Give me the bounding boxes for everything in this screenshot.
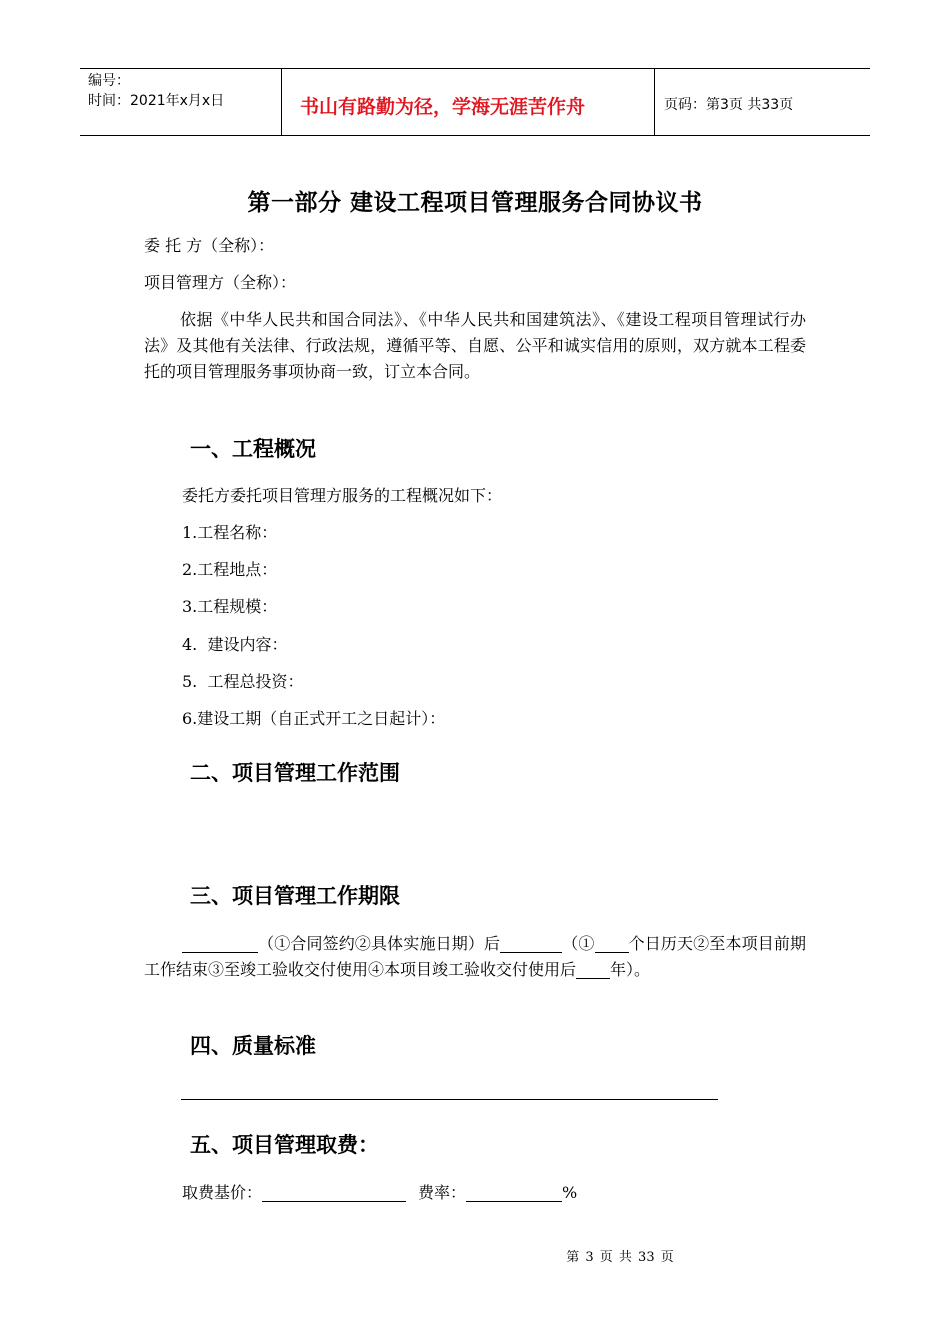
- fee-base-blank[interactable]: [262, 1183, 406, 1202]
- intro-paragraph-text: 依据《中华人民共和国合同法》、《中华人民共和国建筑法》、《建设工程项目管理试行办法》及其他有关法律、行政法规，遵循平等、自愿、公平和诚实信用的原则，双方就本工程委托的项目管理服务事项协商一致，订立本合同。: [144, 310, 806, 381]
- client-label: 委 托 方（全称）：: [144, 236, 275, 255]
- fee-percent: %: [562, 1183, 578, 1202]
- term-text-1: （①合同签约②具体实施日期）后: [258, 934, 501, 953]
- intro-paragraph: [144, 307, 806, 385]
- fee-rate-blank[interactable]: [466, 1183, 562, 1202]
- section-1-heading: 一、工程概况: [190, 437, 316, 461]
- section-2-heading: 二、项目管理工作范围: [190, 761, 400, 785]
- page-title: 第一部分 建设工程项目管理服务合同协议书: [247, 190, 703, 216]
- page-footer: 第 3 页 共 33 页: [566, 1250, 674, 1265]
- header-divider-left: [281, 68, 282, 136]
- term-text-4: 年）。: [610, 960, 651, 979]
- term-text-3: 个日历天②至本项目前期工作结束③至竣工验收交付使用④本项目竣工验收交付使用后: [144, 934, 806, 979]
- after-blank[interactable]: [500, 934, 562, 953]
- section-1-lead: 委托方委托项目管理方服务的工程概况如下：: [182, 486, 503, 505]
- header-time-label: 时间：2021年x月x日: [88, 93, 225, 109]
- overview-item-investment: 5. 工程总投资：: [182, 672, 304, 691]
- header-number-label: 编号：: [88, 73, 130, 89]
- fee-row: [182, 1180, 577, 1206]
- overview-item-location: 2.工程地点：: [182, 560, 278, 579]
- overview-item-content: 4. 建设内容：: [182, 635, 288, 654]
- header-motto: 书山有路勤为径，学海无涯苦作舟: [300, 96, 586, 118]
- header-top-rule: [80, 68, 870, 69]
- header-bottom-rule: [80, 135, 870, 136]
- quality-standard-line[interactable]: [181, 1099, 718, 1100]
- days-blank[interactable]: [595, 934, 629, 953]
- header-divider-right: [654, 68, 655, 136]
- overview-item-duration: 6.建设工期（自正式开工之日起计）：: [182, 709, 446, 728]
- term-text-2: （①: [562, 934, 595, 953]
- fee-base-label: 取费基价：: [182, 1183, 263, 1202]
- term-paragraph: [144, 931, 806, 983]
- section-5-heading: 五、项目管理取费：: [190, 1133, 379, 1157]
- fee-rate-label: 费率：: [418, 1183, 467, 1202]
- overview-item-name: 1.工程名称：: [182, 523, 278, 542]
- years-blank[interactable]: [576, 960, 610, 979]
- overview-item-scale: 3.工程规模：: [182, 597, 278, 616]
- manager-label: 项目管理方（全称）：: [144, 273, 297, 292]
- section-4-heading: 四、质量标准: [190, 1034, 316, 1058]
- section-3-heading: 三、项目管理工作期限: [190, 884, 400, 908]
- header-page-info: 页码：第3页 共33页: [664, 97, 794, 113]
- start-blank[interactable]: [182, 934, 258, 953]
